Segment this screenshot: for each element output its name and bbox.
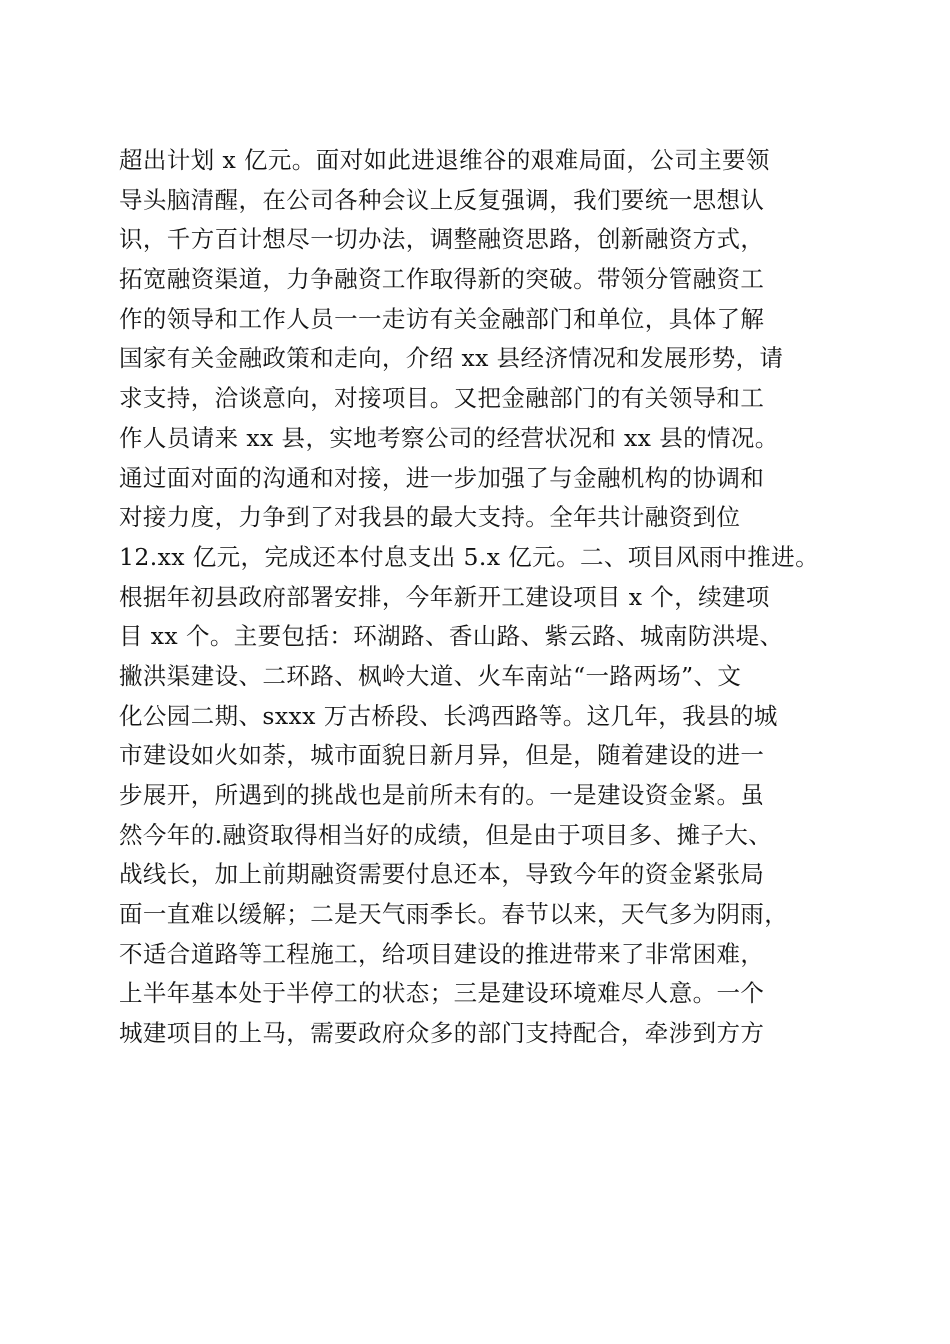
text-line: 12.xx 亿元，完成还本付息支出 5.x 亿元。二、项目风雨中推进。 xyxy=(119,542,819,571)
text-line: 不适合道路等工程施工，给项目建设的推进带来了非常困难， xyxy=(119,939,765,968)
text-line: 求支持，洽谈意向，对接项目。又把金融部门的有关领导和工 xyxy=(119,384,765,413)
text-line: 市建设如火如荼，城市面貌日新月异，但是，随着建设的进一 xyxy=(119,741,765,770)
text-line: 步展开，所遇到的挑战也是前所未有的。一是建设资金紧。虽 xyxy=(119,781,765,809)
text-line: 导头脑清醒，在公司各种会议上反复强调，我们要统一思想认 xyxy=(119,185,765,214)
text-line: 撇洪渠建设、二环路、枫岭大道、火车南站“一路两场”、文 xyxy=(119,661,742,690)
text-line: 通过面对面的沟通和对接，进一步加强了与金融机构的协调和 xyxy=(119,463,765,492)
text-line: 作的领导和工作人员一一走访有关金融部门和单位，具体了解 xyxy=(119,304,765,333)
body-text xyxy=(119,141,859,1054)
text-line: 根据年初县政府部署安排，今年新开工建设项目 x 个，续建项 xyxy=(119,582,770,611)
text-line: 拓宽融资渠道，力争融资工作取得新的突破。带领分管融资工 xyxy=(119,265,765,294)
text-line: 识，千方百计想尽一切办法，调整融资思路，创新融资方式， xyxy=(119,225,765,254)
text-line: 面一直难以缓解；二是天气雨季长。春节以来，天气多为阴雨， xyxy=(119,900,789,929)
text-line: 超出计划 x 亿元。面对如此进退维谷的艰难局面，公司主要领 xyxy=(119,146,770,174)
text-line: 上半年基本处于半停工的状态；三是建设环境难尽人意。一个 xyxy=(119,979,765,1008)
text-line: 目 xx 个。主要包括：环湖路、香山路、紫云路、城南防洪堤、 xyxy=(119,622,784,651)
text-line: 作人员请来 xx 县，实地考察公司的经营状况和 xx 县的情况。 xyxy=(119,423,779,452)
text-line: 对接力度，力争到了对我县的最大支持。全年共计融资到位 xyxy=(119,503,741,532)
text-line: 战线长，加上前期融资需要付息还本，导致今年的资金紧张局 xyxy=(119,860,765,889)
text-line: 城建项目的上马，需要政府众多的部门支持配合，牵涉到方方 xyxy=(119,1019,765,1048)
text-line: 然今年的.融资取得相当好的成绩，但是由于项目多、摊子大、 xyxy=(119,820,773,849)
text-line: 国家有关金融政策和走向，介绍 xx 县经济情况和发展形势，请 xyxy=(119,344,784,373)
text-line: 化公园二期、sxxx 万古桥段、长鸿西路等。这几年，我县的城 xyxy=(119,701,778,730)
